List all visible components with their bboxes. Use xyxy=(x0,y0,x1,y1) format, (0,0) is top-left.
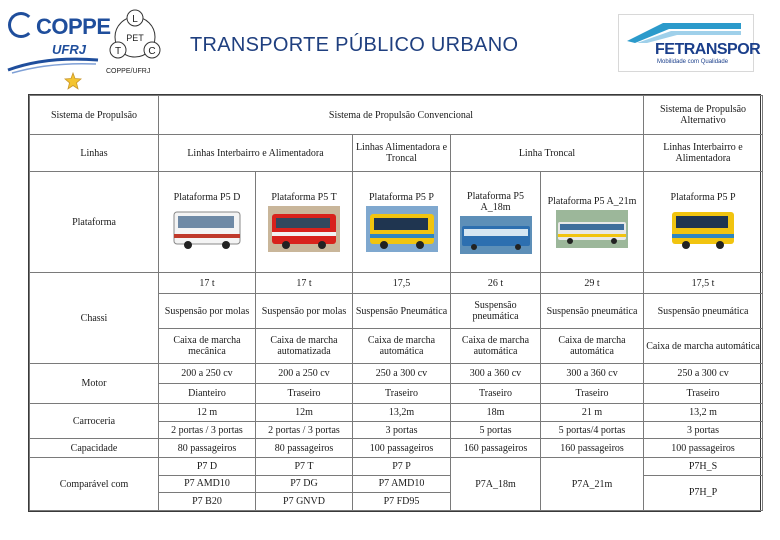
comparison-table xyxy=(28,94,761,512)
plataforma-label: Plataforma P5 P xyxy=(369,192,434,204)
linhas-interbairro: Linhas Interbairro e Alimentadora xyxy=(159,135,353,171)
plataforma-label: Plataforma P5 P xyxy=(670,192,736,204)
comparavel-cell: P7 FD95 xyxy=(353,493,451,511)
suspensao-cell: Suspensão pneumática xyxy=(451,294,541,329)
motor-posicao-cell: Traseiro xyxy=(256,384,353,404)
comparavel-cell: P7A_18m xyxy=(451,458,541,511)
table-row xyxy=(30,135,763,171)
plataforma-cell xyxy=(644,171,763,273)
linhas-alim-troncal: Linhas Alimentadora e Troncal xyxy=(353,135,451,171)
comprimento-cell: 12m xyxy=(256,404,353,422)
plataforma-cell xyxy=(256,171,353,273)
comparavel-cell: P7 AMD10 xyxy=(159,475,256,493)
portas-cell: 5 portas xyxy=(451,421,541,439)
plataforma-label: Plataforma P5 A_21m xyxy=(547,196,637,208)
bus-white-image xyxy=(172,206,242,252)
motor-posicao-cell: Traseiro xyxy=(451,384,541,404)
peso-cell: 17,5 xyxy=(353,273,451,294)
suspensao-cell: Suspensão pneumática xyxy=(644,294,763,329)
motor-posicao-cell: Traseiro xyxy=(541,384,644,404)
portas-cell: 2 portas / 3 portas xyxy=(256,421,353,439)
coppe-swoosh-icon xyxy=(6,54,102,74)
row-header-capacidade: Capacidade xyxy=(30,439,159,458)
portas-cell: 5 portas/4 portas xyxy=(541,421,644,439)
suspensao-cell: Suspensão pneumática xyxy=(541,294,644,329)
suspensao-cell: Suspensão por molas xyxy=(256,294,353,329)
table-row xyxy=(30,273,763,294)
peso-cell: 26 t xyxy=(451,273,541,294)
row-header-chassi: Chassi xyxy=(30,273,159,363)
suspensao-cell: Suspensão por molas xyxy=(159,294,256,329)
linhas-troncal: Linha Troncal xyxy=(451,135,644,171)
pet-logo xyxy=(104,6,166,80)
caixa-cell: Caixa de marcha automática xyxy=(451,329,541,363)
caixa-cell: Caixa de marcha mecânica xyxy=(159,329,256,363)
comparavel-cell: P7H_P xyxy=(644,475,763,510)
coppe-emblem-icon xyxy=(8,12,34,38)
row-header-comparavel: Comparável com xyxy=(30,458,159,511)
potencia-cell: 300 a 360 cv xyxy=(541,363,644,384)
capacidade-cell: 100 passageiros xyxy=(644,439,763,458)
propulsao-convencional: Sistema de Propulsão Convencional xyxy=(159,96,644,135)
page-title: TRANSPORTE PÚBLICO URBANO xyxy=(190,34,519,56)
capacidade-cell: 80 passageiros xyxy=(256,439,353,458)
row-header-linhas: Linhas xyxy=(30,135,159,171)
portas-cell: 3 portas xyxy=(644,421,763,439)
caixa-cell: Caixa de marcha automática xyxy=(644,329,763,363)
fetranspor-logo-text: FETRANSPOR xyxy=(655,41,761,58)
plataforma-cell xyxy=(541,171,644,273)
table-row xyxy=(30,363,763,384)
table-row xyxy=(30,171,763,273)
table-row xyxy=(30,404,763,422)
table-row xyxy=(30,458,763,476)
caixa-cell: Caixa de marcha automatizada xyxy=(256,329,353,363)
row-header-plataforma: Plataforma xyxy=(30,171,159,273)
table-row xyxy=(30,439,763,458)
bus-red-image xyxy=(268,206,340,252)
comparavel-cell: P7 D xyxy=(159,458,256,476)
propulsao-alternativo: Sistema de Propulsão Alternativo xyxy=(644,96,763,135)
potencia-cell: 300 a 360 cv xyxy=(451,363,541,384)
peso-cell: 17 t xyxy=(256,273,353,294)
comparavel-cell: P7 T xyxy=(256,458,353,476)
coppe-logo-text: COPPE xyxy=(36,14,111,39)
bus-articulated-21m-image xyxy=(556,210,628,248)
comparavel-cell: P7 DG xyxy=(256,475,353,493)
comparavel-cell: P7 P xyxy=(353,458,451,476)
bus-articulated-18m-image xyxy=(460,216,532,254)
fetranspor-emblem-icon xyxy=(623,19,743,43)
comparavel-cell: P7A_21m xyxy=(541,458,644,511)
caixa-cell: Caixa de marcha automática xyxy=(353,329,451,363)
pet-triangle-icon xyxy=(104,6,166,68)
plataforma-label: Plataforma P5 A_18m xyxy=(467,190,524,213)
row-header-carroceria: Carroceria xyxy=(30,404,159,439)
coppe-logo xyxy=(6,8,111,68)
comprimento-cell: 21 m xyxy=(541,404,644,422)
star-icon xyxy=(64,72,82,90)
row-header-motor: Motor xyxy=(30,363,159,403)
plataforma-cell xyxy=(353,171,451,273)
plataforma-label: Plataforma P5 D xyxy=(173,192,241,204)
svg-text:C: C xyxy=(148,46,156,57)
capacidade-cell: 160 passageiros xyxy=(451,439,541,458)
comparavel-cell: P7 GNVD xyxy=(256,493,353,511)
comprimento-cell: 13,2m xyxy=(353,404,451,422)
potencia-cell: 250 a 300 cv xyxy=(353,363,451,384)
comparavel-cell: P7 B20 xyxy=(159,493,256,511)
fetranspor-logo xyxy=(618,14,761,72)
peso-cell: 17 t xyxy=(159,273,256,294)
bus-yellow-image xyxy=(366,206,438,252)
plataforma-cell xyxy=(159,171,256,273)
potencia-cell: 250 a 300 cv xyxy=(644,363,763,384)
fetranspor-tagline: Mobilidade com Qualidade xyxy=(657,59,729,65)
comprimento-cell: 13,2 m xyxy=(644,404,763,422)
row-header-propulsao: Sistema de Propulsão xyxy=(30,96,159,135)
comparavel-cell: P7 AMD10 xyxy=(353,475,451,493)
pet-caption: COPPE/UFRJ xyxy=(106,68,151,75)
ufrj-logo-text: UFRJ xyxy=(52,42,86,57)
potencia-cell: 200 a 250 cv xyxy=(256,363,353,384)
svg-text:L: L xyxy=(132,14,138,25)
suspensao-cell: Suspensão Pneumática xyxy=(353,294,451,329)
comprimento-cell: 12 m xyxy=(159,404,256,422)
svg-text:PET: PET xyxy=(126,33,144,43)
svg-text:T: T xyxy=(114,46,122,57)
motor-posicao-cell: Traseiro xyxy=(644,384,763,404)
capacidade-cell: 160 passageiros xyxy=(541,439,644,458)
capacidade-cell: 80 passageiros xyxy=(159,439,256,458)
peso-cell: 29 t xyxy=(541,273,644,294)
comparavel-cell: P7H_S xyxy=(644,458,763,476)
portas-cell: 2 portas / 3 portas xyxy=(159,421,256,439)
plataforma-label: Plataforma P5 T xyxy=(271,192,337,204)
motor-posicao-cell: Dianteiro xyxy=(159,384,256,404)
motor-posicao-cell: Traseiro xyxy=(353,384,451,404)
table-row xyxy=(30,96,763,135)
comprimento-cell: 18m xyxy=(451,404,541,422)
plataforma-cell xyxy=(451,171,541,273)
potencia-cell: 200 a 250 cv xyxy=(159,363,256,384)
peso-cell: 17,5 t xyxy=(644,273,763,294)
bus-hybrid-image xyxy=(670,206,736,252)
capacidade-cell: 100 passageiros xyxy=(353,439,451,458)
caixa-cell: Caixa de marcha automática xyxy=(541,329,644,363)
linhas-alternativo: Linhas Interbairro e Alimentadora xyxy=(644,135,763,171)
portas-cell: 3 portas xyxy=(353,421,451,439)
